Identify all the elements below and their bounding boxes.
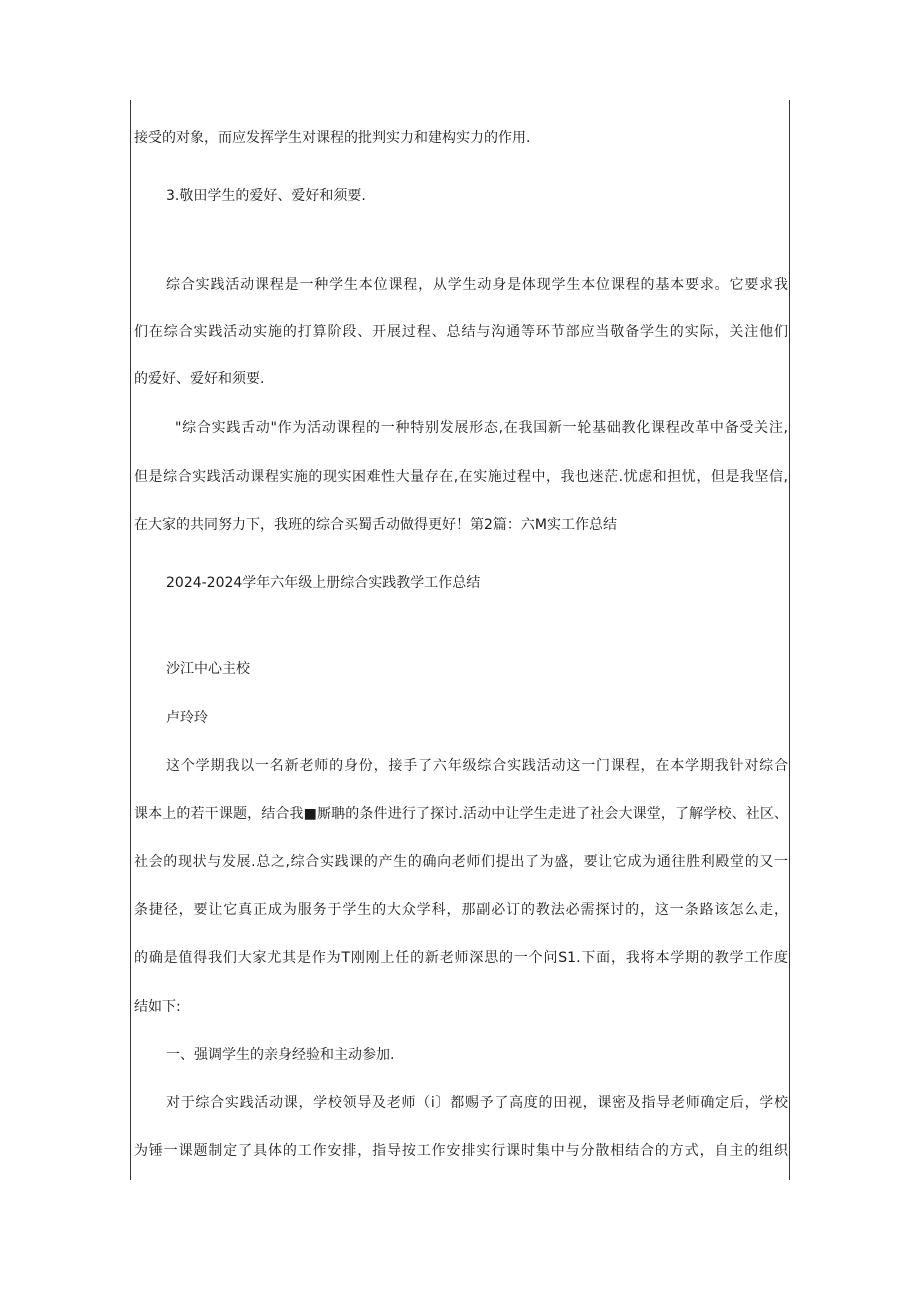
left-border-rule <box>130 100 131 1180</box>
text-line: 的确是值得我们大家尤其是作为T刚刚上任的新老师深思的一个问S1.下面，我将本学期的教学工作度 <box>134 950 788 966</box>
text-line: 社会的现状与发展.总之,综合实践课的产生的确向老师们提出了为盛，要让它成为通往胜利殿堂的又一 <box>134 854 788 870</box>
section-heading: 一、强调学生的亲身经验和主动参加. <box>166 1047 395 1063</box>
text-line: 但是综合实践活动课程实施的现实困难性大量存在,在实施过程中，我也迷茫.忧虑和担忧，但是我坚信, <box>134 469 788 485</box>
text-line: 对于综合实践活动课，学校领导及老师（i〕都赐予了高度的田视，课密及指导老师确定后，学校 <box>166 1095 788 1111</box>
text-line: 课本上的若干课题，结合我■厮聃的条件进行了探讨.活动中让学生走进了社会大课堂，了解学校、社区、 <box>134 806 788 822</box>
text-line: 接受的对象，而应发挥学生对课程的批判实力和建构实力的作用. <box>134 130 531 146</box>
text-line: 在大家的共同努力下，我班的综合买蜀舌动做得更好！第2篇：六M实工作总结 <box>134 517 617 533</box>
text-line: 综合实践活动课程是一种学生本位课程，从学生动身是体现学生本位课程的基本要求。它要求我 <box>166 277 788 293</box>
section-heading: 3.敬田学生的爱好、爱好和须要. <box>166 188 366 204</box>
text-line: 条捷径，要让它真正成为服务于学生的大众学科，那副必订的教法必需探讨的，这一条路该怎么走， <box>134 902 788 918</box>
text-line: 这个学期我以一名新老师的身份，接手了六年级综合实践活动这一门课程，在本学期我针对综合 <box>166 758 788 774</box>
author-name: 卢玲玲 <box>166 710 208 726</box>
right-border-rule <box>789 100 790 1180</box>
text-line: "综合实践舌动"作为活动课程的一种特别发展形态,在我国新一轮基础教化课程改革中备受关注, <box>175 420 788 436</box>
document-title: 2024-2024学年六年级上册综合实践教学工作总结 <box>166 575 481 591</box>
text-line: 结如下: <box>134 999 181 1015</box>
page-border-frame <box>130 100 790 1180</box>
text-line: 为锤一课题制定了具体的工作安排，指导按工作安排实行课时集中与分散相结合的方式，自主的组织 <box>134 1143 788 1159</box>
text-line: 们在综合实践活动实施的打算阶段、开展过程、总结与沟通等环节部应当敬备学生的实际，关注他们 <box>134 324 788 340</box>
text-line: 的爱好、爱好和须要. <box>134 371 265 387</box>
school-name: 沙江中心主校 <box>166 661 250 677</box>
